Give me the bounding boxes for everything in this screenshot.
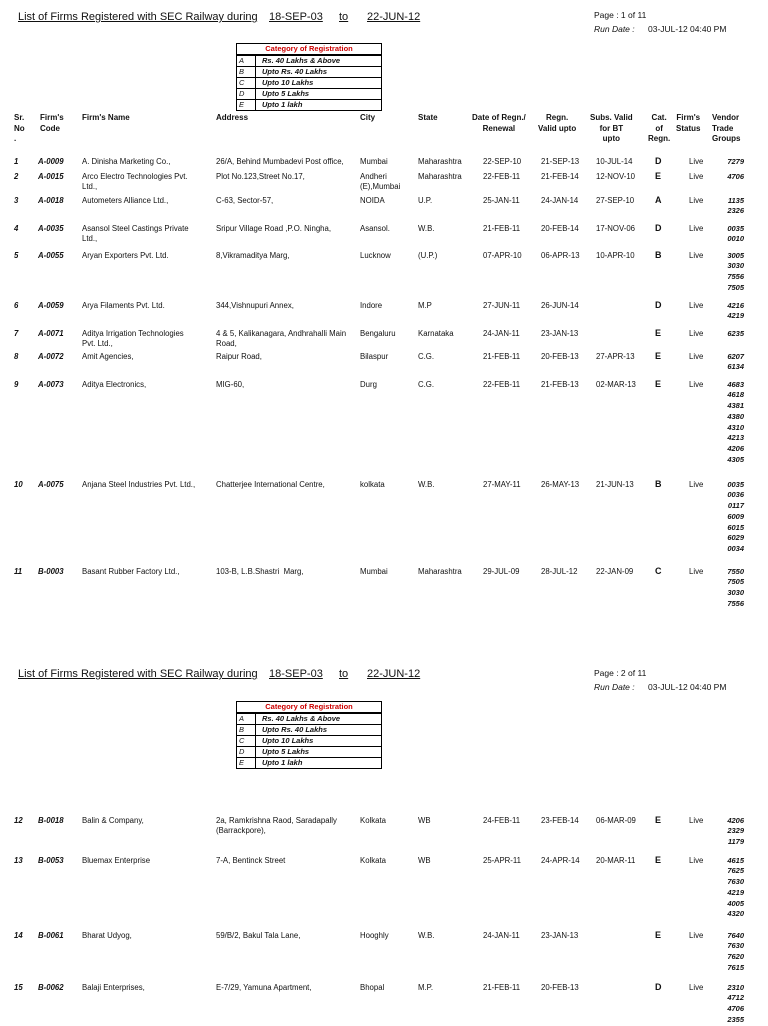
cell-code: B-0003 (38, 567, 64, 576)
cell-regn: 25-JAN-11 (483, 196, 520, 205)
cell-code: A-0072 (38, 352, 64, 361)
col-subs: Subs. Valid for BT upto (590, 113, 633, 143)
cell-sr: 4 (14, 224, 19, 233)
cell-name: Balin & Company, (82, 816, 144, 825)
col-status: Firm's Status (676, 113, 701, 133)
cell-regn: 21-FEB-11 (483, 224, 521, 233)
cell-address: Raipur Road, (216, 352, 262, 361)
cell-address: Chatterjee International Centre, (216, 480, 325, 489)
cell-name: Basant Rubber Factory Ltd., (82, 567, 180, 576)
cell-regn: 24-JAN-11 (483, 931, 520, 940)
cell-cat: E (655, 854, 662, 865)
cell-vendor: 4615 7625 7630 4219 4005 4320 (727, 855, 744, 919)
cell-state: U.P. (418, 196, 433, 205)
cell-address: 4 & 5, Kalikanagara, Andhrahalli Main Road, (216, 329, 347, 348)
cell-subs: 02-MAR-13 (596, 380, 636, 389)
cell-code: A-0018 (38, 196, 64, 205)
cell-subs: 17-NOV-06 (596, 224, 636, 233)
cell-code: B-0018 (38, 816, 64, 825)
run-date-label: Run Date : (594, 682, 635, 692)
cell-code: B-0062 (38, 983, 64, 992)
cell-state: W.B. (418, 480, 435, 489)
cell-subs: 22-JAN-09 (596, 567, 634, 576)
cell-valid: 06-APR-13 (541, 251, 580, 260)
cell-cat: D (655, 299, 662, 310)
category-desc: Upto 1 lakh (262, 100, 303, 109)
cell-city: Lucknow (360, 251, 391, 260)
to-word: to (339, 11, 349, 23)
cell-vendor: 2310 4712 4706 2355 (727, 982, 744, 1024)
col-name: Firm's Name (82, 113, 130, 122)
category-code: C (237, 78, 256, 88)
cell-sr: 7 (14, 329, 19, 338)
cell-valid: 24-JAN-14 (541, 196, 579, 205)
cell-name: Balaji Enterprises, (82, 983, 145, 992)
cell-sr: 15 (14, 983, 23, 992)
cell-address: 59/B/2, Bakul Tala Lane, (216, 931, 301, 940)
category-desc: Upto 10 Lakhs (262, 78, 314, 87)
cell-valid: 23-JAN-13 (541, 329, 579, 338)
category-code: C (237, 736, 256, 746)
page-number: Page : 2 of 11 (594, 668, 647, 678)
cell-sr: 2 (14, 172, 19, 181)
cell-address: 7-A, Bentinck Street (216, 856, 286, 865)
category-legend-title: Category of Registration (237, 44, 381, 55)
cell-valid: 24-APR-14 (541, 856, 580, 865)
cell-cat: D (655, 155, 662, 166)
cell-regn: 07-APR-10 (483, 251, 522, 260)
cell-regn: 24-JAN-11 (483, 329, 520, 338)
cell-name: Bluemax Enterprise (82, 856, 151, 865)
cell-sr: 1 (14, 157, 19, 166)
category-desc: Rs. 40 Lakhs & Above (262, 56, 341, 65)
col-sr: Sr. No . (14, 113, 25, 143)
cell-state: Karnataka (418, 329, 454, 338)
cell-vendor: 4706 (727, 171, 744, 181)
cell-state: M.P. (418, 983, 434, 992)
cell-status: Live (689, 352, 704, 361)
cell-name: Autometers Alliance Ltd., (82, 196, 169, 205)
from-date: 18-SEP-03 (269, 668, 323, 680)
cell-sr: 11 (14, 567, 23, 576)
cell-name: Arco Electro Technologies Pvt. Ltd., (82, 172, 188, 191)
cell-city: Kolkata (360, 816, 387, 825)
cell-status: Live (689, 480, 704, 489)
category-desc: Upto 5 Lakhs (262, 89, 310, 98)
cell-sr: 10 (14, 480, 23, 489)
col-vendor: Vendor Trade Groups (712, 113, 741, 143)
cell-regn: 22-FEB-11 (483, 172, 521, 181)
cell-subs: 06-MAR-09 (596, 816, 636, 825)
col-valid: Regn. Valid upto (538, 113, 577, 133)
cell-address: 344,Vishnupuri Annex, (216, 301, 294, 310)
cell-city: NOIDA (360, 196, 385, 205)
cell-valid: 20-FEB-13 (541, 983, 579, 992)
cell-name: Amit Agencies, (82, 352, 134, 361)
cell-state: C.G. (418, 352, 435, 361)
cell-city: Kolkata (360, 856, 387, 865)
cell-valid: 26-JUN-14 (541, 301, 579, 310)
cell-vendor: 6235 (727, 328, 744, 338)
cell-vendor: 6207 6134 (727, 351, 744, 372)
cell-vendor: 1135 2326 (727, 195, 744, 216)
cell-regn: 27-MAY-11 (483, 480, 521, 489)
cell-status: Live (689, 224, 704, 233)
cell-name: Asansol Steel Castings Private Ltd., (82, 224, 189, 243)
cell-code: A-0055 (38, 251, 64, 260)
cell-sr: 9 (14, 380, 19, 389)
cell-state: Maharashtra (418, 567, 462, 576)
cell-city: Bilaspur (360, 352, 389, 361)
category-legend-title: Category of Registration (237, 702, 381, 713)
col-state: State (418, 113, 438, 122)
cell-city: Indore (360, 301, 383, 310)
cell-city: Mumbai (360, 567, 388, 576)
cell-regn: 25-APR-11 (483, 856, 521, 865)
cell-valid: 21-FEB-13 (541, 380, 579, 389)
cell-subs: 12-NOV-10 (596, 172, 636, 181)
cell-status: Live (689, 172, 704, 181)
col-address: Address (216, 113, 249, 122)
cell-cat: A (655, 194, 662, 205)
category-code: B (237, 67, 256, 77)
cell-regn: 22-SEP-10 (483, 157, 522, 166)
cell-name: Arya Filaments Pvt. Ltd. (82, 301, 165, 310)
from-date: 18-SEP-03 (269, 11, 323, 23)
cell-subs: 27-SEP-10 (596, 196, 635, 205)
cell-name: Anjana Steel Industries Pvt. Ltd., (82, 480, 196, 489)
cell-valid: 21-FEB-14 (541, 172, 579, 181)
category-desc: Upto 1 lakh (262, 758, 303, 767)
cell-valid: 26-MAY-13 (541, 480, 580, 489)
cell-sr: 3 (14, 196, 19, 205)
cell-subs: 21-JUN-13 (596, 480, 634, 489)
cell-status: Live (689, 983, 704, 992)
cell-address: Sripur Village Road ,P.O. Ningha, (216, 224, 331, 233)
cell-subs: 20-MAR-11 (596, 856, 636, 865)
category-code: A (237, 56, 256, 66)
category-row-a (237, 713, 381, 724)
cell-city: Andheri (E),Mumbai (360, 172, 401, 191)
cell-city: kolkata (360, 480, 385, 489)
cell-name: Bharat Udyog, (82, 931, 132, 940)
cell-status: Live (689, 196, 704, 205)
cell-cat: D (655, 222, 662, 233)
cell-state: WB (418, 856, 431, 865)
cell-regn: 21-FEB-11 (483, 352, 521, 361)
cell-vendor: 7279 (727, 156, 744, 166)
cell-city: Asansol. (360, 224, 390, 233)
cell-subs: 10-JUL-14 (596, 157, 633, 166)
cell-regn: 27-JUN-11 (483, 301, 521, 310)
cell-cat: E (655, 327, 662, 338)
cell-valid: 20-FEB-13 (541, 352, 579, 361)
category-code: A (237, 714, 256, 724)
report-title: List of Firms Registered with SEC Railway during (18, 11, 258, 23)
cell-valid: 23-JAN-13 (541, 931, 579, 940)
cell-subs: 27-APR-13 (596, 352, 635, 361)
cell-address: 103-B, L.B.Shastri Marg, (216, 567, 304, 576)
cell-cat: E (655, 814, 662, 825)
cell-vendor: 7640 7630 7620 7615 (727, 930, 744, 972)
category-legend-page-1 (236, 43, 382, 111)
category-desc: Upto Rs. 40 Lakhs (262, 67, 328, 76)
cell-address: 26/A, Behind Mumbadevi Post office, (216, 157, 344, 166)
category-code: D (237, 747, 256, 757)
cell-cat: E (655, 350, 662, 361)
page-number: Page : 1 of 11 (594, 10, 647, 20)
category-code: D (237, 89, 256, 99)
cell-address: 8,Vikramaditya Marg, (216, 251, 290, 260)
cell-state: Maharashtra (418, 157, 462, 166)
cell-regn: 21-FEB-11 (483, 983, 521, 992)
cell-address: Plot No.123,Street No.17, (216, 172, 305, 181)
run-date-label: Run Date : (594, 24, 635, 34)
cell-code: B-0053 (38, 856, 64, 865)
cell-code: A-0009 (38, 157, 64, 166)
cell-cat: E (655, 929, 662, 940)
cell-cat: C (655, 565, 662, 576)
cell-cat: E (655, 378, 662, 389)
cell-state: (U.P.) (418, 251, 438, 260)
category-desc: Rs. 40 Lakhs & Above (262, 714, 341, 723)
col-cat: Cat. of Regn. (648, 113, 671, 143)
category-row-b (237, 724, 381, 735)
cell-code: B-0061 (38, 931, 64, 940)
cell-regn: 22-FEB-11 (483, 380, 521, 389)
cell-status: Live (689, 329, 704, 338)
cell-vendor: 3005 3030 7556 7505 (727, 250, 744, 292)
cell-status: Live (689, 931, 704, 940)
col-code: Firm's Code (40, 113, 64, 133)
category-desc: Upto Rs. 40 Lakhs (262, 725, 328, 734)
cell-vendor: 4216 4219 (727, 300, 744, 321)
cell-vendor: 0035 0010 (727, 223, 744, 244)
cell-city: Mumbai (360, 157, 388, 166)
cell-address: E-7/29, Yamuna Apartment, (216, 983, 312, 992)
cell-status: Live (689, 856, 704, 865)
category-row-d (237, 88, 381, 99)
cell-state: M.P (418, 301, 432, 310)
cell-cat: B (655, 478, 662, 489)
cell-status: Live (689, 251, 704, 260)
cell-sr: 13 (14, 856, 23, 865)
category-legend-page-2 (236, 701, 382, 769)
category-code: E (237, 758, 256, 768)
cell-name: Aryan Exporters Pvt. Ltd. (82, 251, 169, 260)
cell-code: A-0015 (38, 172, 64, 181)
cell-vendor: 0035 0036 0117 6009 6015 6029 0034 (727, 479, 744, 554)
cell-subs: 10-APR-10 (596, 251, 635, 260)
category-code: E (237, 100, 256, 110)
cell-status: Live (689, 380, 704, 389)
category-row-d (237, 746, 381, 757)
report-title: List of Firms Registered with SEC Railway during (18, 668, 258, 680)
cell-status: Live (689, 567, 704, 576)
category-row-c (237, 735, 381, 746)
cell-cat: E (655, 170, 662, 181)
cell-city: Bhopal (360, 983, 385, 992)
cell-address: C-63, Sector-57, (216, 196, 274, 205)
cell-valid: 23-FEB-14 (541, 816, 579, 825)
category-row-e (237, 99, 381, 110)
to-date: 22-JUN-12 (367, 668, 421, 680)
cell-state: W.B. (418, 931, 435, 940)
cell-name: Aditya Electronics, (82, 380, 147, 389)
cell-status: Live (689, 157, 704, 166)
cell-code: A-0035 (38, 224, 64, 233)
cell-state: Maharashtra (418, 172, 462, 181)
cell-status: Live (689, 816, 704, 825)
cell-sr: 14 (14, 931, 23, 940)
cell-name: Aditya Irrigation Technologies Pvt. Ltd., (82, 329, 184, 348)
cell-sr: 12 (14, 816, 23, 825)
run-date: 03-JUL-12 04:40 PM (648, 682, 727, 692)
cell-sr: 6 (14, 301, 19, 310)
col-city: City (360, 113, 376, 122)
cell-state: W.B. (418, 224, 435, 233)
cell-regn: 24-FEB-11 (483, 816, 521, 825)
category-row-c (237, 77, 381, 88)
cell-regn: 29-JUL-09 (483, 567, 520, 576)
cell-name: A. Dinisha Marketing Co., (82, 157, 171, 166)
run-date: 03-JUL-12 04:40 PM (648, 24, 727, 34)
category-row-a (237, 55, 381, 66)
cell-code: A-0059 (38, 301, 64, 310)
category-desc: Upto 10 Lakhs (262, 736, 314, 745)
cell-cat: B (655, 249, 662, 260)
cell-city: Hooghly (360, 931, 389, 940)
category-row-b (237, 66, 381, 77)
cell-city: Durg (360, 380, 377, 389)
cell-code: A-0071 (38, 329, 64, 338)
to-word: to (339, 668, 349, 680)
cell-valid: 21-SEP-13 (541, 157, 580, 166)
cell-code: A-0075 (38, 480, 64, 489)
cell-sr: 8 (14, 352, 19, 361)
col-regn: Date of Regn./ Renewal (472, 113, 526, 133)
category-row-e (237, 757, 381, 768)
cell-vendor: 4683 4618 4381 4380 4310 4213 4206 4305 (727, 379, 744, 465)
cell-valid: 28-JUL-12 (541, 567, 578, 576)
cell-state: C.G. (418, 380, 435, 389)
to-date: 22-JUN-12 (367, 11, 421, 23)
cell-vendor: 7550 7505 3030 7556 (727, 566, 744, 608)
cell-cat: D (655, 981, 662, 992)
cell-valid: 20-FEB-14 (541, 224, 579, 233)
cell-status: Live (689, 301, 704, 310)
category-desc: Upto 5 Lakhs (262, 747, 310, 756)
cell-city: Bengaluru (360, 329, 396, 338)
cell-state: WB (418, 816, 431, 825)
cell-address: 2a, Ramkrishna Raod, Saradapally (Barrackpore), (216, 816, 337, 835)
cell-vendor: 4206 2329 1179 (727, 815, 744, 847)
category-code: B (237, 725, 256, 735)
cell-address: MIG-60, (216, 380, 245, 389)
cell-code: A-0073 (38, 380, 64, 389)
cell-sr: 5 (14, 251, 19, 260)
